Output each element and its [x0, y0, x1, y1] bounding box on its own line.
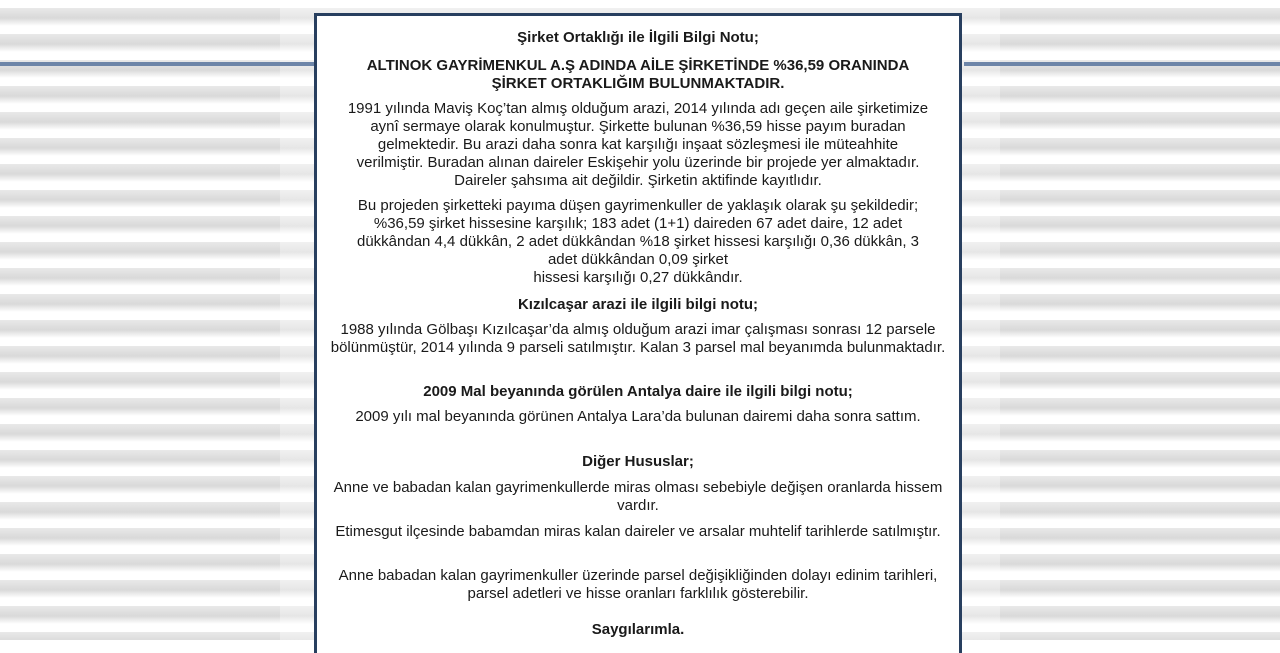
paragraph-kizilcasar: 1988 yılında Gölbaşı Kızılcaşar’da almış olduğum arazi imar çalışması sonrası 12 parsele bölünmüştür, 2014 yılında 9 parseli satılmıştır. Kalan 3 parsel mal beyanımda bulunmaktadır.: [330, 321, 946, 356]
paragraph-etimesgut: Etimesgut ilçesinde babamdan miras kalan daireler ve arsalar muhtelif tarihlerde satılmıştır.: [335, 523, 941, 540]
background-right: [1000, 0, 1280, 640]
paragraph-project-shares-main: Bu projeden şirketteki payıma düşen gayrimenkuller de yaklaşık olarak şu şekildedir; %36,59 şirket hissesine karşılık; 183 adet (1+1) daireden 67 adet daire, 12 adet dükkândan 4,4 dükkân, 2 adet dükkândan %18 şirket hissesi karşılığı 0,36 dükkân, 3 adet dükkândan 0,09 şirket: [356, 197, 920, 268]
statement-document: [314, 13, 962, 653]
closing-regards: Saygılarımla.: [591, 621, 685, 638]
accent-line-right: [964, 62, 1280, 66]
document-title: Şirket Ortaklığı ile İlgili Bilgi Notu;: [517, 29, 759, 46]
heading-kizilcasar: Kızılcaşar arazi ile ilgili bilgi notu;: [517, 296, 759, 313]
heading-other-matters: Diğer Hususlar;: [582, 453, 694, 470]
paragraph-antalya: 2009 yılı mal beyanında görünen Antalya Lara’da bulunan dairemi daha sonra sattım.: [355, 408, 921, 425]
paragraph-land-history: 1991 yılında Maviş Koç’tan almış olduğum arazi, 2014 yılında adı geçen aile şirketimize aynî sermaye olarak konulmuştur. Şirkette bulunan %36,59 hisse payım buradan gelmektedir. Bu arazi daha sonra kat karşılığı inşaat sözleşmesi ile müteahhite verilmiştir. Buradan alınan daireler Eskişehir yolu üzerinde bir projede yer almaktadır. Daireler şahsıma ait değildir. Şirketin aktifinde kayıtlıdır.: [347, 100, 929, 189]
paragraph-project-shares: [317, 197, 959, 287]
background-left: [0, 0, 280, 640]
paragraph-inheritance: Anne ve babadan kalan gayrimenkullerde miras olması sebebiyle değişen oranlarda hissem vardır.: [333, 479, 943, 514]
heading-antalya: 2009 Mal beyanında görülen Antalya daire ile ilgili bilgi notu;: [423, 383, 853, 400]
paragraph-parcel-changes: Anne babadan kalan gayrimenkuller üzerinde parsel değişikliğinden dolayı edinim tarihleri, parsel adetleri ve hisse oranları farklılık gösterebilir.: [338, 567, 938, 602]
paragraph-project-shares-end: hissesi karşılığı 0,27 dükkândır.: [533, 269, 743, 286]
accent-line-left: [0, 62, 316, 66]
main-heading: ALTINOK GAYRİMENKUL A.Ş ADINDA AİLE ŞİRKETİNDE %36,59 ORANINDA ŞİRKET ORTAKLIĞIM BULUNMAKTADIR.: [366, 57, 910, 92]
